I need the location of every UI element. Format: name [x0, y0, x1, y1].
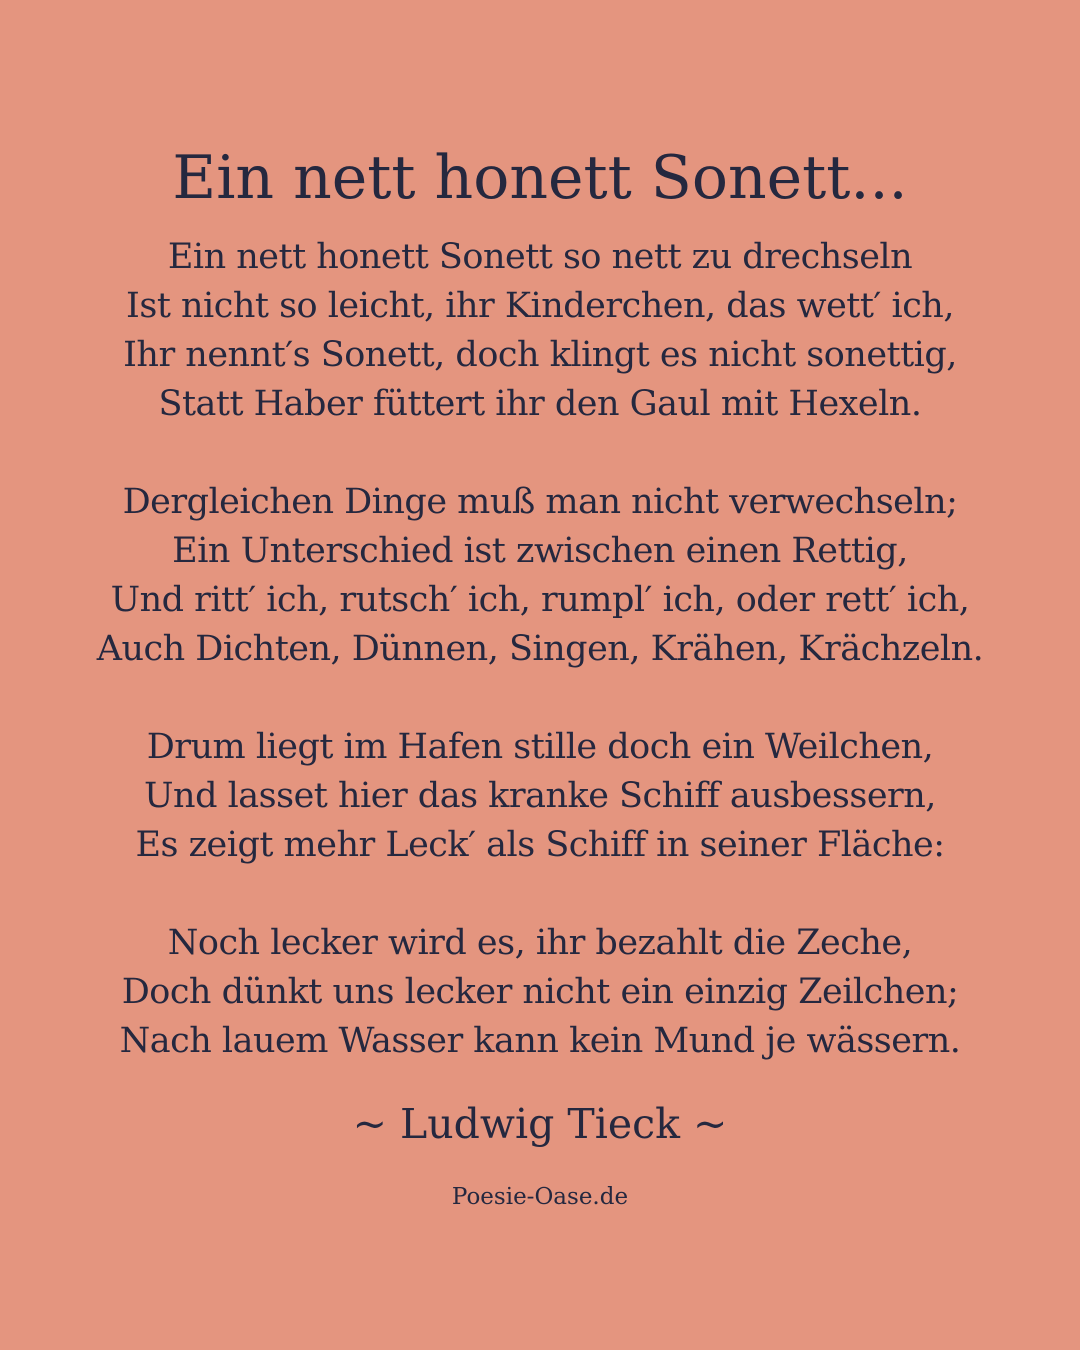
poem-line: Noch lecker wird es, ihr bezahlt die Zeche, — [167, 923, 913, 963]
poem-line: Ist nicht so leicht, ihr Kinderchen, das wett′ ich, — [126, 286, 954, 326]
stanza-1 — [0, 233, 1080, 429]
poem-line: Doch dünkt uns lecker nicht ein einzig Zeilchen; — [121, 972, 959, 1012]
poem-body — [0, 233, 1080, 1066]
poem-line: Auch Dichten, Dünnen, Singen, Krähen, Krächzeln. — [96, 629, 984, 669]
poem-line: Nach lauem Wasser kann kein Mund je wässern. — [119, 1021, 961, 1061]
poem-line: Ein nett honett Sonett so nett zu drechseln — [167, 237, 913, 277]
poem-line: Und ritt′ ich, rutsch′ ich, rumpl′ ich, oder rett′ ich, — [110, 580, 970, 620]
website-credit: Poesie-Oase.de — [451, 1184, 629, 1210]
poem-title: Ein nett honett Sonett... — [172, 143, 908, 213]
stanza-3 — [0, 723, 1080, 870]
poem-line: Es zeigt mehr Leck′ als Schiff in seiner Fläche: — [135, 825, 945, 865]
stanza-4 — [0, 919, 1080, 1066]
poem-line: Ein Unterschied ist zwischen einen Rettig, — [172, 531, 908, 571]
poem-line: Statt Haber füttert ihr den Gaul mit Hexeln. — [158, 384, 922, 424]
stanza-2 — [0, 478, 1080, 674]
poem-line: Und lasset hier das kranke Schiff ausbessern, — [144, 776, 936, 816]
poem-author: ~ Ludwig Tieck ~ — [352, 1100, 728, 1148]
poem-line: Drum liegt im Hafen stille doch ein Weilchen, — [146, 727, 934, 767]
poem-line: Ihr nennt′s Sonett, doch klingt es nicht sonettig, — [123, 335, 957, 375]
poem-line: Dergleichen Dinge muß man nicht verwechseln; — [122, 482, 958, 522]
